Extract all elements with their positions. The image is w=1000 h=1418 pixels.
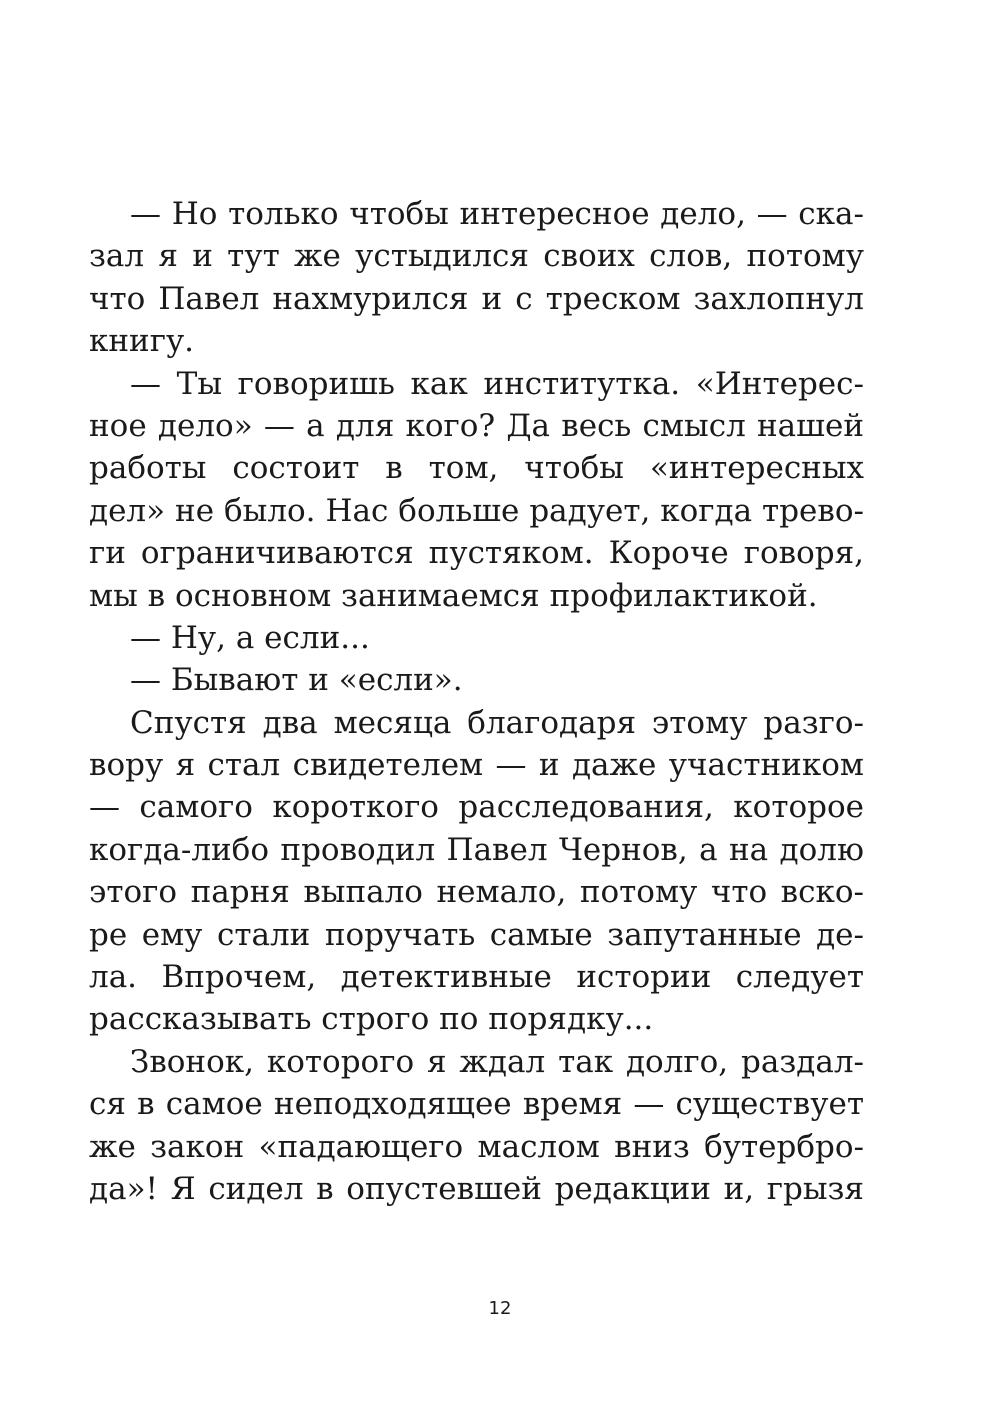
text-line: мы в основном занимаемся профилактикой.: [89, 577, 818, 614]
text-line: этого парня выпало немало, потому что вско-: [89, 874, 864, 911]
text-line: ное дело» — а для кого? Да весь смысл нашей: [89, 407, 864, 444]
text-line: ся в самое неподходящее время — существует: [89, 1086, 864, 1123]
body-text: [89, 193, 864, 1210]
text-line: — самого короткого расследования, которое: [89, 789, 864, 826]
text-line: ре ему стали поручать самые запутанные де-: [89, 916, 864, 953]
text-line: что Павел нахмурился и с треском захлопнул: [89, 280, 864, 317]
page-number: 12: [488, 1298, 512, 1319]
text-line: Спустя два месяца благодаря этому разго-: [130, 704, 864, 741]
text-line: — Ты говоришь как институтка. «Интерес-: [130, 365, 864, 402]
text-line: ла. Впрочем, детективные истории следует: [89, 959, 864, 996]
text-line: книгу.: [89, 323, 195, 360]
text-line: зал я и тут же устыдился своих слов, потому: [89, 238, 864, 275]
text-line: дел» не было. Нас больше радует, когда трево-: [89, 492, 864, 529]
text-line: — Ну, а если...: [130, 619, 370, 656]
text-line: ги ограничиваются пустяком. Короче говоря,: [89, 535, 864, 572]
text-line: рассказывать строго по порядку...: [89, 1001, 654, 1038]
text-line: да»! Я сидел в опустевшей редакции и, грызя: [89, 1170, 864, 1207]
text-line: же закон «падающего маслом вниз бутербро-: [89, 1128, 864, 1165]
text-line: Звонок, которого я ждал так долго, раздал-: [130, 1043, 864, 1080]
text-line: работы состоит в том, чтобы «интересных: [89, 450, 864, 487]
text-line: когда-либо проводил Павел Чернов, а на долю: [89, 831, 864, 868]
text-line: вору я стал свидетелем — и даже участником: [89, 747, 864, 784]
text-line: — Бывают и «если».: [130, 662, 463, 699]
text-line: — Но только чтобы интересное дело, — ска-: [130, 196, 864, 232]
